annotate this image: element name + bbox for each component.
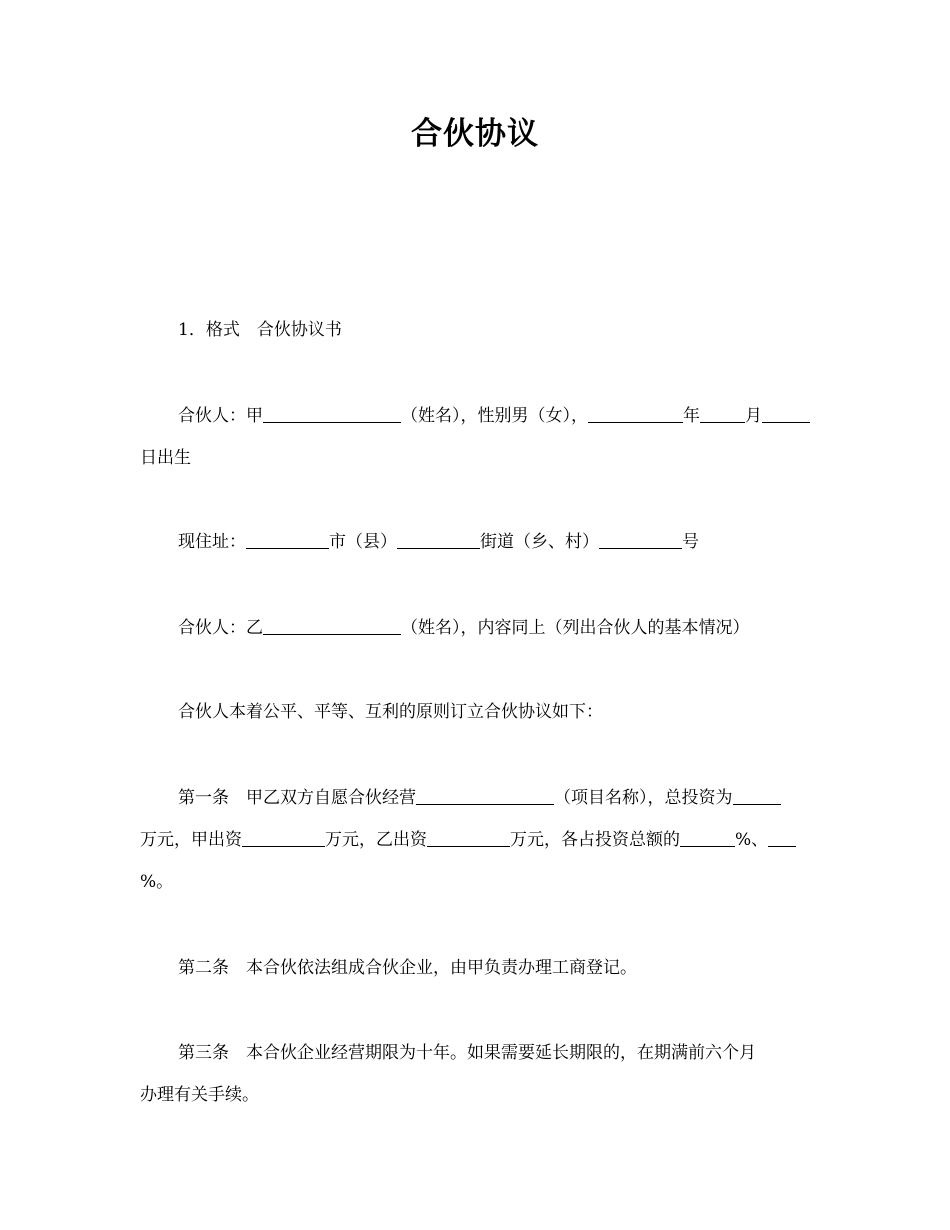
b-percent-blank[interactable] (768, 829, 796, 847)
partner-b-prefix: 合伙人：乙 (178, 618, 263, 638)
partner-b-suffix: （姓名），内容同上（列出合伙人的基本情况） (401, 618, 750, 638)
partner-a-name-blank[interactable] (263, 405, 401, 423)
article1-p1: 第一条 甲乙双方自愿合伙经营 (178, 788, 416, 808)
city-label: 市（县） (329, 532, 397, 552)
a-investment-blank[interactable] (242, 829, 325, 847)
a-percent-blank[interactable] (680, 829, 735, 847)
article3-line2: 办理有关手续。 (140, 1085, 259, 1105)
year-label: 年 (683, 406, 700, 426)
month-label: 月 (745, 406, 762, 426)
street-blank[interactable] (397, 531, 480, 549)
project-name-blank[interactable] (416, 787, 554, 805)
birth-day-blank[interactable] (762, 405, 810, 423)
partner-a-birth-cont: 日出生 (140, 448, 191, 468)
article1-line3: %。 (140, 872, 174, 892)
article2: 第二条 本合伙依法组成合伙企业，由甲负责办理工商登记。 (178, 958, 637, 978)
address-prefix: 现住址： (178, 532, 246, 552)
address-line (140, 527, 850, 557)
number-label: 号 (682, 532, 699, 552)
city-blank[interactable] (246, 531, 329, 549)
partner-b-line (140, 613, 850, 643)
article1-line2 (140, 825, 812, 855)
preamble: 合伙人本着公平、平等、互利的原则订立合伙协议如下： (178, 702, 603, 722)
article3-line1: 第三条 本合伙企业经营期限为十年。如果需要延长期限的，在期满前六个月 (178, 1043, 756, 1063)
street-label: 街道（乡、村） (480, 532, 599, 552)
total-investment-blank[interactable] (733, 787, 781, 805)
article1-p6: %、 (735, 830, 769, 850)
number-blank[interactable] (599, 531, 682, 549)
article1-p5: 万元，各占投资总额的 (510, 830, 680, 850)
document-title: 合伙协议 (411, 116, 539, 152)
partner-a-prefix: 合伙人：甲 (178, 406, 263, 426)
partner-a-after-name: （姓名），性别男（女）， (401, 406, 588, 426)
partner-a-line (140, 401, 850, 431)
section-label: 1．格式 合伙协议书 (178, 320, 342, 340)
b-investment-blank[interactable] (427, 829, 510, 847)
article1-p2: （项目名称），总投资为 (554, 788, 733, 808)
article1-p4: 万元，乙出资 (325, 830, 427, 850)
partner-b-name-blank[interactable] (263, 617, 401, 635)
birth-year-blank[interactable] (588, 405, 683, 423)
birth-month-blank[interactable] (700, 405, 745, 423)
article1-line1 (140, 783, 850, 813)
article1-p3: 万元，甲出资 (140, 830, 242, 850)
